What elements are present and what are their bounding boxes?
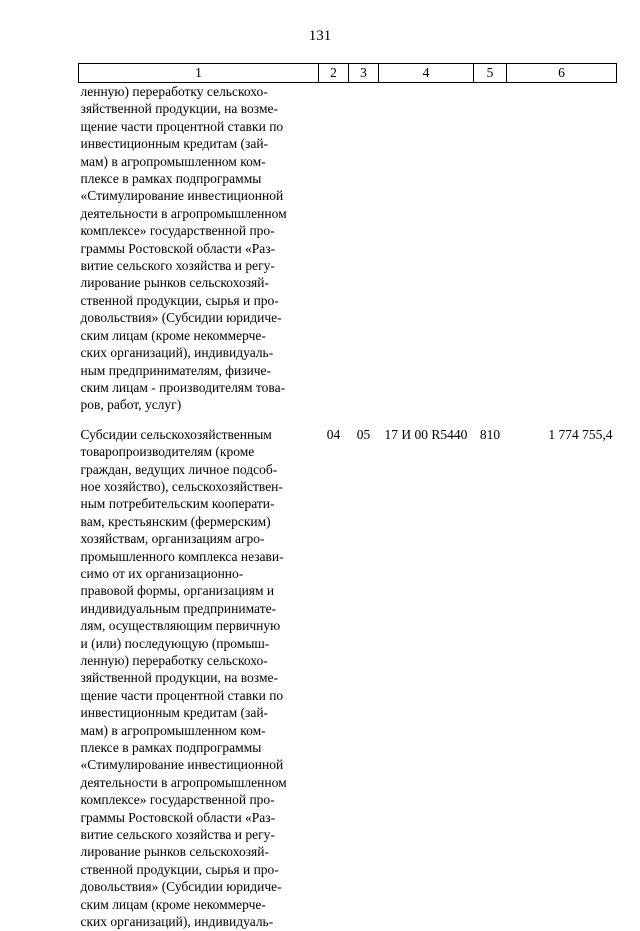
column-header-6: 6 xyxy=(507,64,617,83)
row-section-cell: 04 xyxy=(326,426,341,442)
page-number: 131 xyxy=(308,28,332,44)
row-section-cell xyxy=(319,83,349,414)
row-name-cell: Субсидии сельскохозяйственным товаропроизводителям (кроме граждан, ведущих личное подсоб- ное хозяйство), сельскохозяйствен- ным потребительским кооперати- вам, крестьянским (фермерским) хозяйствам, организациям агро- промышленного комплекса незави- симо от их организационно- правовой формы, организациям и индивидуальным предпринимате- лям, осуществляющим первичную и (или) последующую (промыш- ленную) переработку сельскохо- зяйственной продукции, на возме- щение части процентной ставки по инвестиционным кредитам (зай- мам) в агропромышленном ком- плексе в рамках подпрограммы «Стимулирование инвестиционной деятельности в агропромышленном комплексе» государственной про- граммы Ростовской области «Раз- витие сельского хозяйства и регу- лирование рынков сельскохозяй- ственной продукции, сырья и про- довольствия» (Субсидии юридиче- ским лицам (кроме некоммерче- ских организаций), индивидуаль- xyxy=(80,426,287,930)
row-target-code-cell: 17 И 00 R5440 xyxy=(384,426,468,442)
column-header-1: 1 xyxy=(79,64,319,83)
column-header-5: 5 xyxy=(474,64,507,83)
row-spacer xyxy=(79,414,617,426)
column-header-3: 3 xyxy=(349,64,379,83)
row-expense-type-cell xyxy=(474,83,507,414)
column-header-4: 4 xyxy=(379,64,474,83)
row-target-code-cell xyxy=(379,83,474,414)
row-amount-cell: 1 774 755,4 xyxy=(548,426,613,442)
row-subsection-cell xyxy=(349,83,379,414)
row-name-cell: ленную) переработку сельскохо- зяйственной продукции, на возме- щение части процентной ставки по инвестиционным кредитам (зай- мам) в агропромышленном ком- плексе в рамках подпрограммы «Стимулирование инвестиционной деятельности в агропромышленном комплексе» государственной про- граммы Ростовской области «Раз- витие сельского хозяйства и регу- лирование рынков сельскохозяй- ственной продукции, сырья и про- довольствия» (Субсидии юридиче- ским лицам (кроме некоммерче- ских организаций), индивидуаль- ным предпринимателям, физиче- ским лицам - производителям това- ров, работ, услуг) xyxy=(80,84,287,413)
row-subsection-cell: 05 xyxy=(356,426,371,442)
row-expense-type-cell: 810 xyxy=(479,426,501,442)
column-header-2: 2 xyxy=(319,64,349,83)
row-amount-cell xyxy=(507,83,617,414)
table-row xyxy=(79,426,617,931)
table-row xyxy=(79,83,617,414)
budget-table xyxy=(78,63,617,931)
table-header xyxy=(79,64,617,83)
header-row xyxy=(79,64,617,83)
table-body xyxy=(79,83,617,931)
